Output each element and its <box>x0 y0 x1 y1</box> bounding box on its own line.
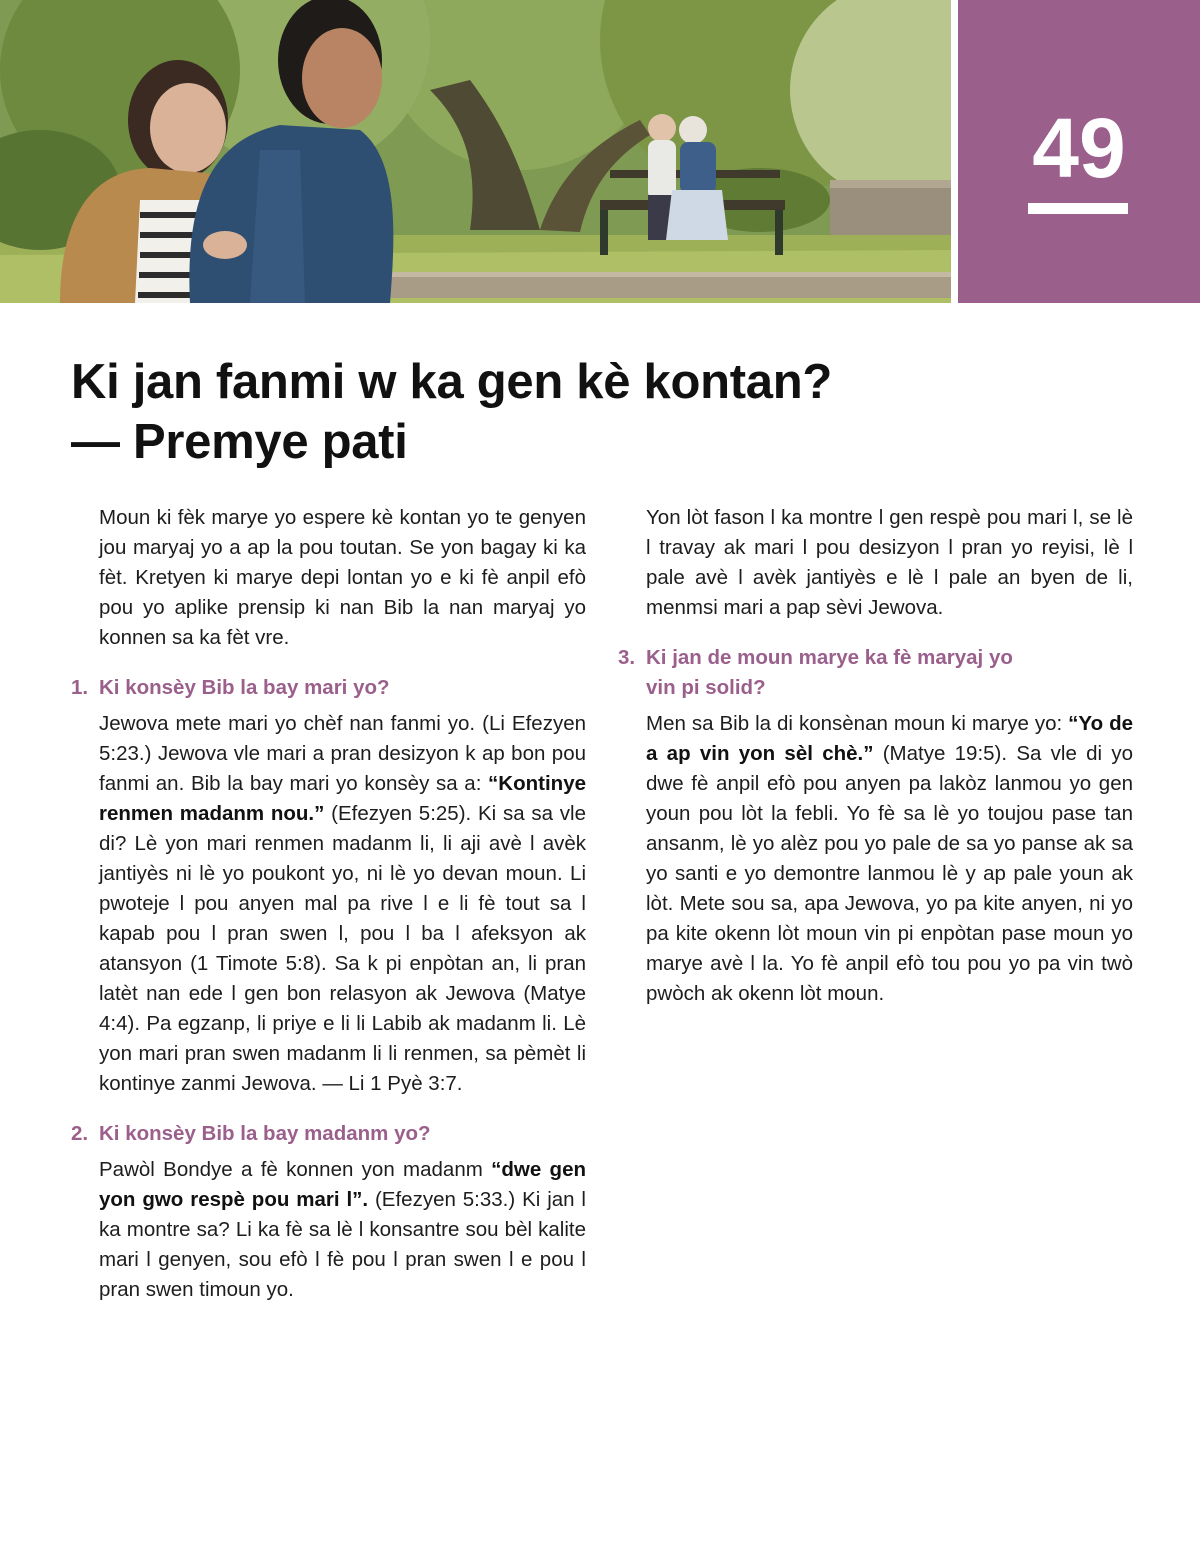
question-number: 2. <box>71 1122 89 1145</box>
left-column <box>71 503 586 1305</box>
answer-2-continued-paragraph: Yon lòt fason l ka montre l gen respè pou mari l, se lè l travay ak mari l pou desizyon l pran yo reyisi, lè l pale avè l avèk jantiyès e lè l pale an byen de li, menmsi mari a pap sèvi Jewova. <box>646 506 1133 619</box>
question-text: Ki konsèy Bib la bay madanm yo? <box>99 1122 431 1145</box>
answer-text: Pawòl Bondye a fè konnen yon madanm <box>99 1158 492 1181</box>
question-1 <box>71 673 586 703</box>
page-title <box>71 352 1131 472</box>
page-title-line-2: — Premye pati <box>71 415 408 469</box>
question-number: 1. <box>71 676 89 699</box>
question-number: 3. <box>618 646 636 669</box>
right-column <box>618 503 1133 1009</box>
answer-2-paragraph <box>99 1155 586 1305</box>
answer-3-paragraph <box>646 709 1133 1009</box>
answer-text: (Matye 19:5). Sa vle di yo dwe fè anpil efò pou anyen pa lakòz lanmou yo gen youn pou lòt la febli. Yo fè sa lè yo toujou pase tan ansanm, lè yo alèz pou yo pale de sa yo panse ak sa yo santi e yo demontre lanmou lè y ap pale youn ak lòt. Mete sou sa, apa Jewova, yo pa kite anyen, ni yo pa kite okenn lòt moun vin pi enpòtan pase moun yo marye avè l la. Yo fè anpil efò tou pou yo pa vin twò pwòch ak okenn lòt moun. <box>646 742 1133 1005</box>
answer-text: (Efezyen 5:25). Ki sa sa vle di? Lè yon mari renmen madanm li, li aji avè l avèk jantiyès ni lè yo poukont yo, ni lè yo devan moun. Li pwoteje l pou anyen mal pa rive l e li fè tout sa l kapab pou l pran swen l, pou l ba l afeksyon ak atansyon (1 Timote 5:8). Sa k pi enpòtan an, li pran latèt nan ede l gen bon relasyon ak Jewova (Matye 4:4). Pa egzanp, li priye e li li Labib ak madanm li. Lè yon mari pran swen madanm li li renmen, sa pèmèt li kontinye zanmi Jewova. — Li 1 Pyè 3:7. <box>99 802 586 1095</box>
badge-underline <box>1028 203 1128 214</box>
question-text-line-2: vin pi solid? <box>646 676 766 699</box>
question-2 <box>71 1119 586 1149</box>
scripture-quote: “Yo de a ap vin yon sèl chè.” <box>646 712 1133 765</box>
question-text: Ki konsèy Bib la bay mari yo? <box>99 676 390 699</box>
intro-paragraph: Moun ki fèk marye yo espere kè kontan yo te genyen jou maryaj yo a ap la pou toutan. Se yon bagay ki ka fèt. Kretyen ki marye depi lontan yo e ki fè anpil efò pou yo aplike prensip ki nan Bib la nan maryaj yo konnen sa ka fèt vre. <box>99 506 586 649</box>
header-photo <box>0 0 951 303</box>
scripture-quote: “Kontinye renmen madanm nou.” <box>99 772 586 825</box>
page-title-line-1: Ki jan fanmi w ka gen kè kontan? <box>71 355 832 409</box>
scripture-quote: “dwe gen yon gwo respè pou mari l”. <box>99 1158 587 1211</box>
answer-1-paragraph <box>99 709 586 1099</box>
answer-text: Men sa Bib la di konsènan moun ki marye yo: <box>646 712 1069 735</box>
question-text <box>646 643 1133 703</box>
answer-text: Jewova mete mari yo chèf nan fanmi yo. (Li Efezyen 5:23.) Jewova vle mari a pran desizyon k ap bon pou fanmi an. Bib la bay mari yo konsèy sa a: <box>99 712 586 795</box>
lesson-number-badge <box>958 0 1200 303</box>
park-scene-illustration <box>0 0 951 303</box>
question-3 <box>618 643 1133 703</box>
answer-text: (Efezyen 5:33.) Ki jan l ka montre sa? Li ka fè sa lè l konsantre sou bèl kalite mari l genyen, sou efò l fè pou l pran swen l e pou l pran swen timoun yo. <box>99 1188 586 1301</box>
question-text-line-1: Ki jan de moun marye ka fè maryaj yo <box>646 646 1013 669</box>
lesson-number: 49 <box>1032 101 1126 195</box>
